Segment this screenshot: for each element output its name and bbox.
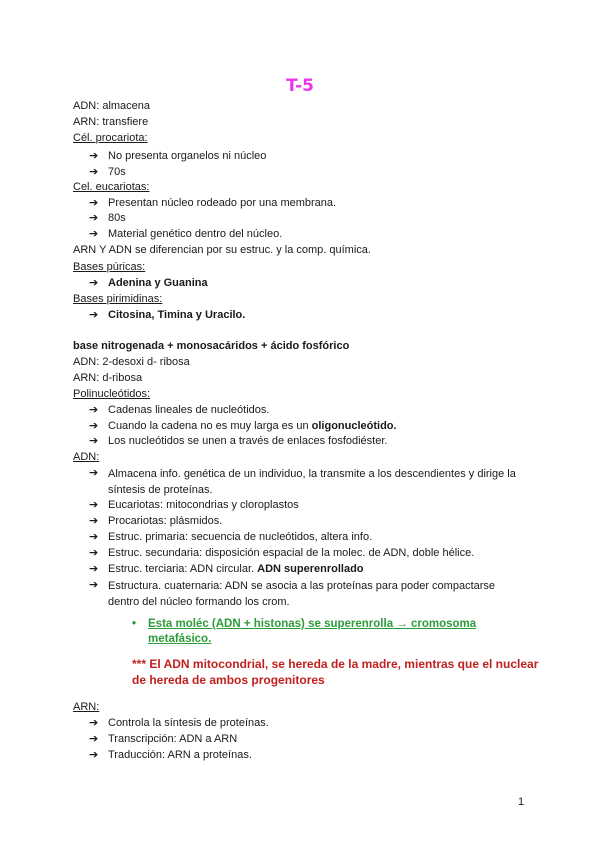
arn-heading: ARN: [73,701,100,713]
arrow-icon: ➔ [89,530,99,543]
list-item: ➔ Adenina y Guanina [89,276,208,289]
list-item: ➔ 80s [89,211,126,224]
page-title: T-5 [286,76,314,96]
list-item: ➔ Estruc. terciaria: ADN circular. ADN superenrollado [89,562,364,575]
list-item: ➔ Transcripción: ADN a ARN [89,732,238,745]
procariota-heading: Cél. procariota: [73,132,148,144]
adn-heading: ADN: [73,451,100,463]
arrow-icon: ➔ [89,403,99,416]
list-item: ➔ Citosina, Timina y Uracilo. [89,308,246,321]
arrow-icon: ➔ [89,514,99,527]
arrow-icon: ➔ [89,748,99,761]
list-item: ➔ Presentan núcleo rodeado por una membrana. [89,196,337,209]
list-item: ➔ 70s [89,165,126,178]
list-item: ➔ Cuando la cadena no es muy larga es un oligonucleótido. [89,419,397,432]
list-item: ➔ Eucariotas: mitocondrias y cloroplastos [89,498,299,511]
arrow-icon: ➔ [89,578,99,591]
puricas-heading: Bases púricas: [73,261,146,273]
arrow-icon: ➔ [89,466,99,479]
page-number: 1 [518,796,525,808]
list-item: ➔ No presenta organelos ni núcleo [89,149,267,162]
list-item: ➔ Estruc. secundaria: disposición espacial de la molec. de ADN, doble hélice. [89,546,475,559]
adn-almacena: ADN: almacena [73,100,151,112]
bullet-icon: • [132,618,137,630]
list-item: ➔ Estructura. cuaternaria: ADN se asocia a las proteínas para poder compactarse dentro del núcleo formando los crom. [89,578,496,608]
arrow-icon: ➔ [89,716,99,729]
arrow-icon: ➔ [89,732,99,745]
adn-sugar: ADN: 2-desoxi d- ribosa [73,356,190,368]
arrow-icon: ➔ [89,562,99,575]
list-item: ➔ Estruc. primaria: secuencia de nucleótidos, altera info. [89,530,373,543]
arrow-icon: ➔ [89,308,99,321]
pirimidinas-heading: Bases pirimidinas: [73,293,163,305]
list-item: ➔ Procariotas: plásmidos. [89,514,223,527]
list-item: ➔ Los nucleótidos se unen a través de enlaces fosfodiéster. [89,434,388,447]
arrow-icon: ➔ [89,211,99,224]
arrow-icon: ➔ [89,165,99,178]
list-item: ➔ Traducción: ARN a proteínas. [89,748,252,761]
diferencian-text: ARN Y ADN se diferencian por su estruc. y la comp. química. [73,244,371,256]
list-item: ➔ Material genético dentro del núcleo. [89,227,283,240]
arrow-icon: ➔ [89,498,99,511]
arrow-icon: ➔ [89,434,99,447]
histonas-note: • Esta moléc (ADN + histonas) se superenrolla → cromosoma metafásico. [132,618,477,645]
arrow-icon: ➔ [89,227,99,240]
arrow-icon: ➔ [89,546,99,559]
arn-transfiere: ARN: transfiere [73,116,149,128]
arrow-icon: ➔ [89,276,99,289]
nucleotide-formula: base nitrogenada + monosacáridos + ácido fosfórico [73,340,350,352]
arrow-icon: ➔ [89,196,99,209]
polinucleotidos-heading: Polinucleótidos: [73,388,151,400]
eucariotas-heading: Cel. eucariotas: [73,181,150,193]
arrow-icon: ➔ [89,149,99,162]
list-item: ➔ Controla la síntesis de proteínas. [89,716,269,729]
mitocondrial-note: *** El ADN mitocondrial, se hereda de la madre, mientras que el nuclear de hereda de ambos progenitores [132,657,539,687]
list-item: ➔ Cadenas lineales de nucleótidos. [89,403,270,416]
arrow-icon: ➔ [89,419,99,432]
list-item: ➔ Almacena info. genética de un individuo, la transmite a los descendientes y dirige la síntesis de proteínas. [89,466,516,496]
arn-sugar: ARN: d-ribosa [73,372,143,384]
